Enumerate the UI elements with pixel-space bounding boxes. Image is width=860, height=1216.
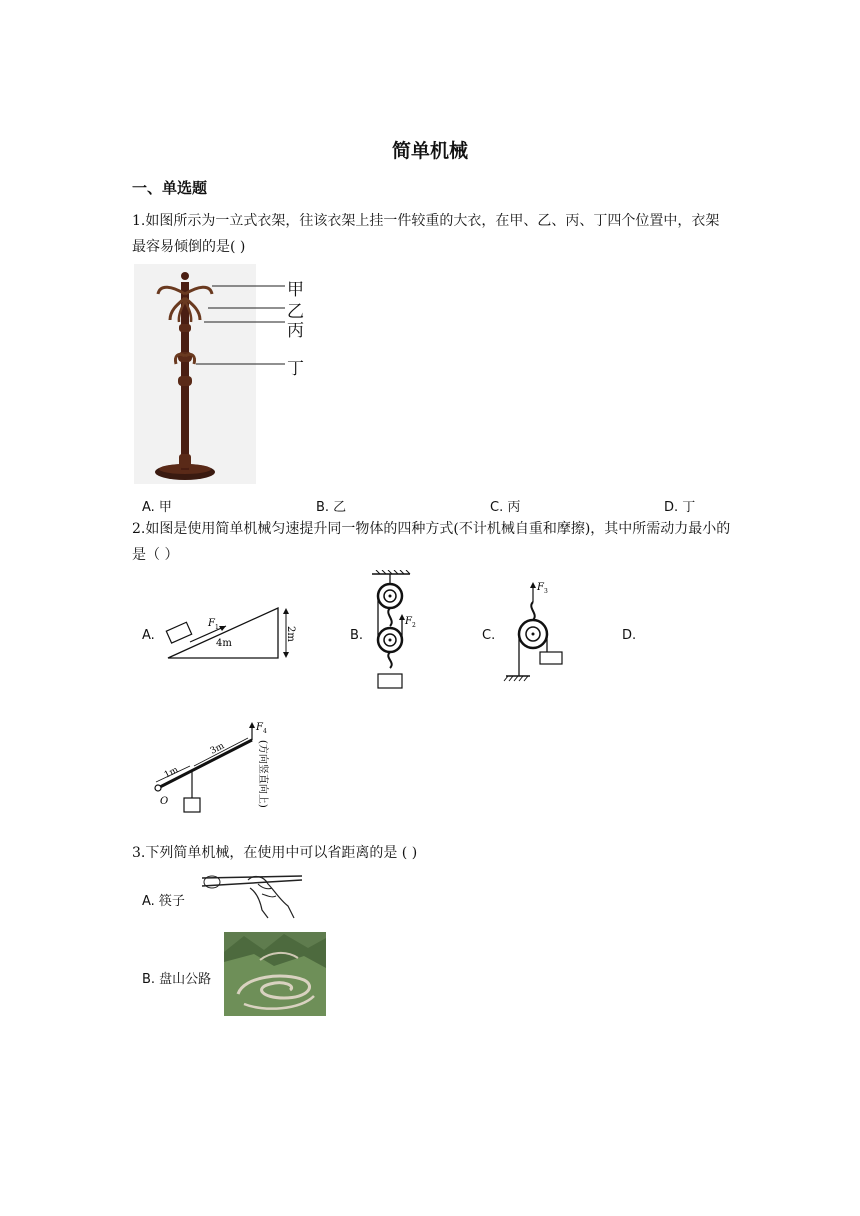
fig-d-force-sub: 4: [263, 728, 267, 735]
fig-d-note: (方向竖直向上): [257, 740, 268, 808]
incline-plane-figure: [160, 600, 300, 666]
q1-option-d[interactable]: D. 丁: [664, 500, 696, 515]
fig-d-long-arm: 3m: [208, 741, 227, 757]
q2-option-a[interactable]: A.: [142, 628, 155, 643]
section-heading: 一、单选题: [132, 179, 208, 197]
label-ding: 丁: [287, 359, 304, 379]
q3-option-b[interactable]: B. 盘山公路: [142, 972, 212, 987]
movable-pulley-figure: [500, 578, 570, 688]
fig-c-force: F: [537, 582, 544, 593]
q1-option-c[interactable]: C. 丙: [490, 500, 521, 515]
page-title: 简单机械: [391, 140, 468, 162]
label-jia: 甲: [287, 280, 304, 300]
fig-a-height: 2m: [285, 626, 296, 642]
fig-d-force: F: [256, 722, 263, 733]
fig-d-short-arm: 1m: [162, 765, 181, 781]
q1-option-a[interactable]: A. 甲: [142, 500, 172, 515]
fig-c-force-sub: 3: [544, 588, 548, 595]
fig-a-force: F: [208, 618, 215, 629]
q1-option-b[interactable]: B. 乙: [316, 500, 347, 515]
fig-a-length: 4m: [216, 638, 232, 649]
question-3-text: 3.下列简单机械，在使用中可以省距离的是 ( ): [132, 845, 418, 861]
pulley-block-figure: [366, 570, 426, 692]
fig-d-pivot: O: [160, 796, 169, 807]
label-bing: 丙: [287, 321, 304, 341]
mountain-road-drawing: [224, 932, 326, 1016]
q2-option-b[interactable]: B.: [350, 628, 364, 643]
label-yi: 乙: [287, 302, 304, 322]
question-2-text: 2.如图是使用简单机械匀速提升同一物体的四种方式(不计机械自重和摩擦)，其中所需动力最小的是（ ）: [132, 521, 731, 563]
q3-option-a[interactable]: A. 筷子: [142, 894, 185, 909]
fig-b-force-sub: 2: [412, 622, 416, 629]
fig-a-force-sub: 1: [215, 624, 219, 631]
mountain-road-image: [224, 932, 326, 1016]
q2-option-c[interactable]: C.: [482, 628, 496, 643]
fig-b-force: F: [405, 616, 412, 627]
chopsticks-image: [198, 866, 308, 924]
question-1-text: 1.如图所示为一立式衣架，往该衣架上挂一件较重的大衣，在甲、乙、丙、丁四个位置中，衣架最容易倾倒的是( ): [132, 213, 720, 255]
q2-option-d[interactable]: D.: [622, 628, 637, 643]
lever-figure: [144, 720, 284, 832]
